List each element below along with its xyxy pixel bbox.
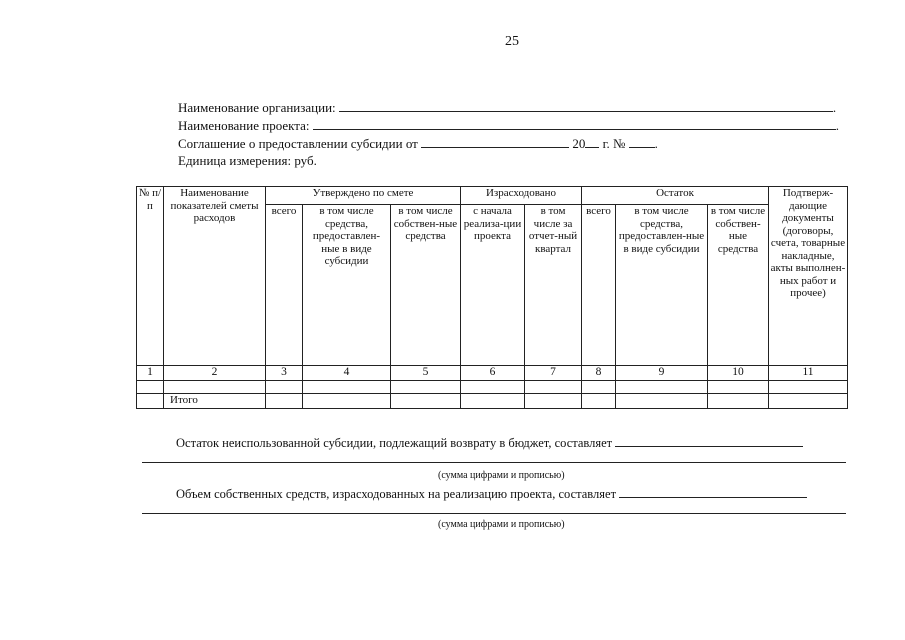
page-number: 25 [505,34,519,49]
cell[interactable] [525,381,582,394]
col-number: 1 [137,366,164,381]
cell[interactable] [266,381,303,394]
data-row [137,381,848,394]
col-number: 6 [461,366,525,381]
cell[interactable] [391,381,461,394]
column-number-row [137,366,848,381]
col-number: 3 [266,366,303,381]
header-num: № п/п [137,187,164,366]
cell[interactable] [769,394,848,409]
cell[interactable] [769,381,848,394]
own-funds-text: Объем собственных средств, израсходованных на реализацию проекта, составляет [176,487,617,501]
col-number: 2 [164,366,266,381]
cell[interactable] [391,394,461,409]
col-number: 9 [616,366,708,381]
col-number: 8 [582,366,616,381]
project-label: Наименование проекта: [178,118,310,133]
header-spent: Израсходовано [461,187,582,205]
cell[interactable] [303,381,391,394]
cell[interactable] [582,381,616,394]
agreement-line: Соглашение о предоставлении субсидии от 20 г. № . [178,136,658,151]
header-remainder-subsidy: в том числе средства, предоставлен-ные в виде субсидии [616,205,708,366]
project-line: Наименование проекта: . [178,118,839,133]
col-number: 4 [303,366,391,381]
caption-sum-1: (сумма цифрами и прописью) [438,470,565,481]
cell[interactable] [303,394,391,409]
header-spent-quarter: в том числе за отчет-ный квартал [525,205,582,366]
unused-subsidy-line [176,435,803,451]
agreement-date-blank [421,136,569,148]
header-spent-since-start: с начала реализа-ции проекта [461,205,525,366]
own-funds-continuation [142,513,846,514]
unit-line: Единица измерения: руб. [178,153,317,168]
project-blank [313,118,836,130]
cell[interactable] [266,394,303,409]
agreement-number-label: г. № [602,136,626,151]
header-name: Наименование показателей сметы расходов [164,187,266,366]
header-approved-subsidy: в том числе средства, предоставлен-ные в виде субсидии [303,205,391,366]
cell[interactable] [708,381,769,394]
header-docs: Подтверж-дающие документы (договоры, счета, товарные накладные, акты выполнен-ных работ и прочее) [769,187,848,366]
header-remainder-own: в том числе собствен-ные средства [708,205,769,366]
header-remainder: Остаток [582,187,769,205]
org-line: Наименование организации: . [178,100,837,115]
cell [137,394,164,409]
budget-report-table [136,186,848,409]
col-number: 10 [708,366,769,381]
cell[interactable] [164,381,266,394]
org-blank [339,100,833,112]
org-label: Наименование организации: [178,100,336,115]
col-number: 11 [769,366,848,381]
own-funds-blank [619,486,807,498]
header-approved-total: всего [266,205,303,366]
total-label: Итого [164,394,266,409]
cell[interactable] [525,394,582,409]
agreement-number-blank [629,136,655,148]
cell[interactable] [461,394,525,409]
unused-subsidy-blank [615,435,803,447]
cell[interactable] [461,381,525,394]
caption-sum-2: (сумма цифрами и прописью) [438,519,565,530]
agreement-label: Соглашение о предоставлении субсидии от [178,136,418,151]
total-row [137,394,848,409]
col-number: 5 [391,366,461,381]
cell[interactable] [616,394,708,409]
header-remainder-total: всего [582,205,616,366]
header-approved-own: в том числе собствен-ные средства [391,205,461,366]
col-number: 7 [525,366,582,381]
year-blank [585,136,599,148]
unused-subsidy-text: Остаток неиспользованной субсидии, подлежащий возврату в бюджет, составляет [176,436,613,450]
header-approved: Утверждено по смете [266,187,461,205]
cell[interactable] [708,394,769,409]
own-funds-line [176,486,807,502]
unused-subsidy-continuation [142,462,846,463]
cell[interactable] [616,381,708,394]
agreement-year: 20 [572,136,586,151]
cell[interactable] [137,381,164,394]
cell[interactable] [582,394,616,409]
